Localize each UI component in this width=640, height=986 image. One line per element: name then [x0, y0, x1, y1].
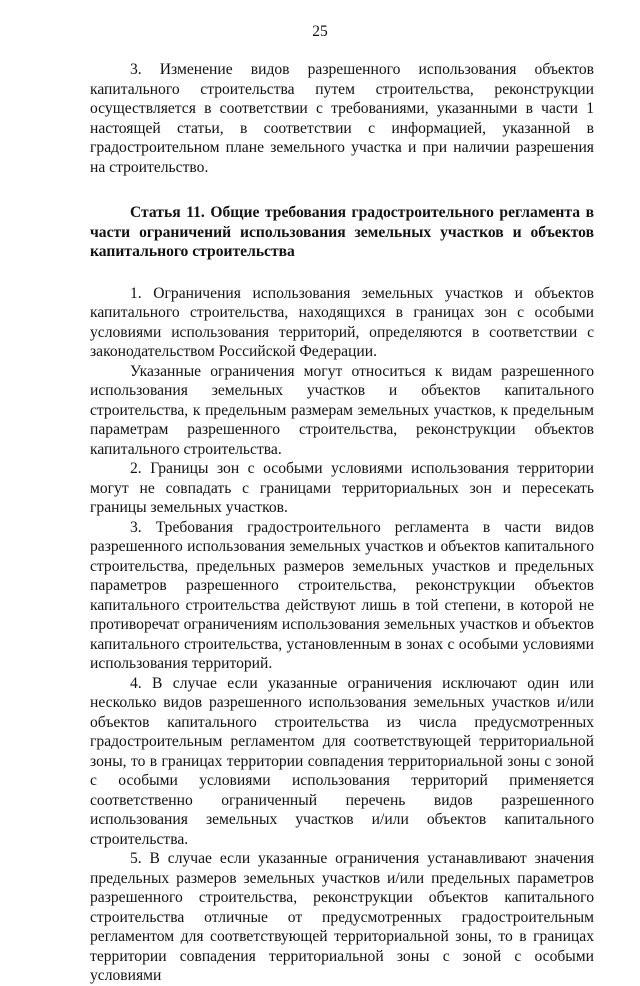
paragraph-1-continuation: Указанные ограничения могут относиться к видам разрешенного использования земельных участков и объектов капитального строительства, к предельным размерам земельных участков, к предельным параметрам разрешенного строительства, реконструкции объектов капитального строительства. — [90, 362, 594, 458]
article-heading: Статья 11. Общие требования градостроительного регламента в части ограничений использования земельных участков и объектов капитального строительства — [90, 204, 594, 260]
document-body — [90, 60, 594, 986]
paragraph-1: 1. Ограничения использования земельных участков и объектов капитального строительства, находящихся в границах зон с особыми условиями использования территорий, определяются в соответствии с законодательством Российской Федерации. — [90, 284, 594, 360]
page-number: 25 — [312, 23, 328, 40]
intro-paragraph: 3. Изменение видов разрешенного использования объектов капитального строительства путем строительства, реконструкции осуществляется в соответствии с требованиями, указанными в части 1 настоящей статьи, в соответствии с информацией, указанной в градостроительном плане земельного участка и при наличии разрешения на строительство. — [90, 61, 594, 176]
paragraph-2: 2. Границы зон с особыми условиями использования территории могут не совпадать с границами территориальных зон и пересекать границы земельных участков. — [90, 460, 594, 516]
paragraph-4: 4. В случае если указанные ограничения исключают один или несколько видов разрешенного использования земельных участков и/или объектов капитального строительства из числа предусмотренных градостроительным регламентом для соответствующей территориальной зоны, то в границах территории совпадения территориальной зоны с зоной с особыми условиями использования территорий применяется соответственно ограниченный перечень видов разрешенного использования земельных участков и/или объектов капитального строительства. — [90, 674, 594, 848]
paragraph-3: 3. Требования градостроительного регламента в части видов разрешенного использования земельных участков и объектов капитального строительства, предельных размеров земельных участков и предельных параметров разрешенного строительства, реконструкции объектов капитального строительства действуют лишь в той степени, в которой не противоречат ограничениям использования земельных участков и объектов капитального строительства, установленным в зонах с особыми условиями использования территорий. — [90, 518, 594, 672]
paragraph-5: 5. В случае если указанные ограничения устанавливают значения предельных размеров земельных участков и/или предельных параметров разрешенного строительства, реконструкции объектов капитального строительства отличные от предусмотренных градостроительным регламентом для соответствующей территориальной зоны, то в границах территории совпадения территориальной зоны с зоной с особыми условиями — [90, 850, 594, 984]
